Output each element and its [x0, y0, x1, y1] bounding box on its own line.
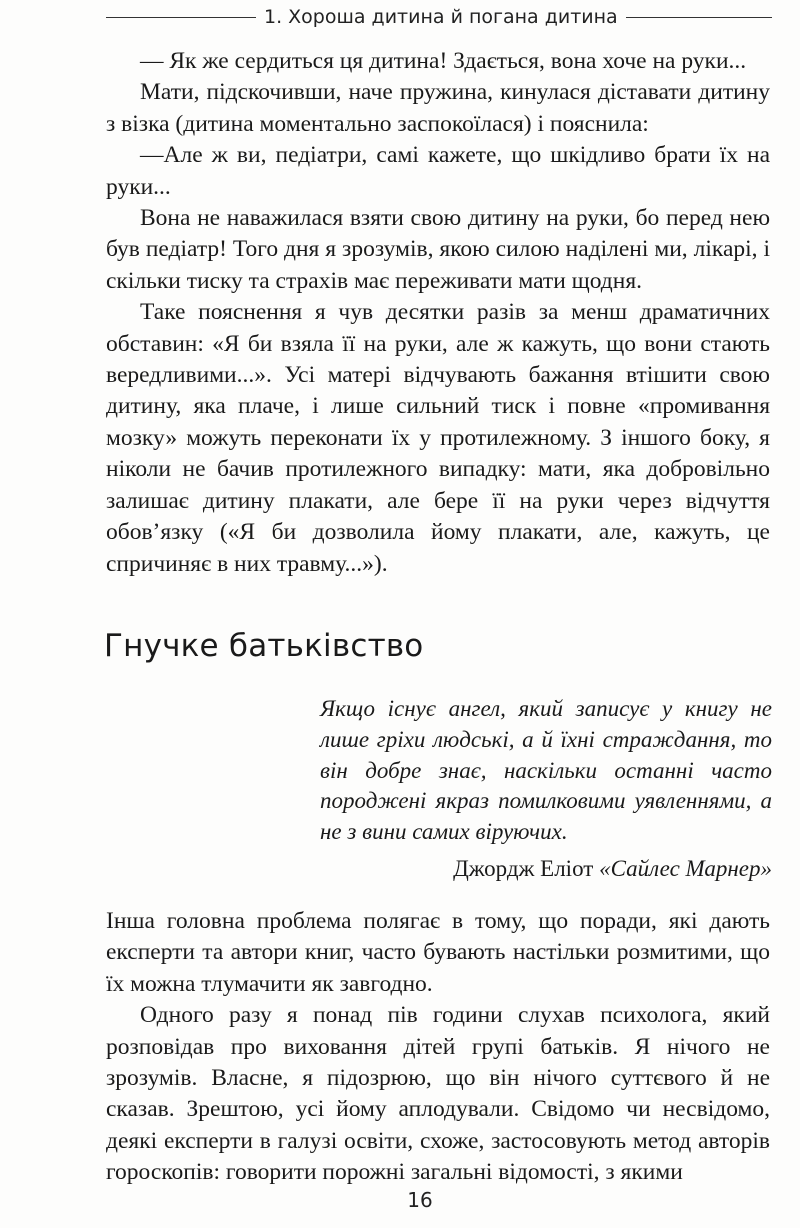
epigraph-attribution — [453, 854, 772, 884]
paragraph: Вона не наважилася взяти свою дитину на руки, бо перед нею був педіатр! Того дня я зрозумів, якою силою наділені ми, лікарі, і скільки тиску та страхів має переживати мати щодня. — [106, 205, 770, 294]
body-text-block-a — [106, 46, 770, 580]
paragraph: —Але ж ви, педіатри, самі кажете, що шкідливо брати їх на руки... — [106, 142, 770, 200]
running-header — [106, 2, 772, 32]
epigraph-work: «Сайлес Марнер» — [599, 856, 772, 881]
paragraph: Одного разу я понад пів години слухав психолога, який розповідав про виховання дітей групі батьків. Я нічого не зрозумів. Власне, я підозрюю, що він нічого суттєвого й не сказав. Зрештою, усі йому аплодували. Свідомо чи несвідомо, деякі експерти в галузі освіти, схоже, застосовують метод авторів гороскопів: говорити порожні загальні відомості, з якими — [106, 1002, 770, 1186]
paragraph: Мати, підскочивши, наче пружина, кинулася діставати дитину з візка (дитина моментально заспокоїлася) і пояснила: — [106, 79, 770, 137]
paragraph: Таке пояснення я чув десятки разів за менш драматичних обставин: «Я би взяла її на руки, але ж кажуть, що вони стають вередливими...». Усі матері відчувають бажання втішити свою дитину, яка плаче, і лише сильний тиск і повне «промивання мозку» можуть переконати їх у протилежному. З іншого боку, я ніколи не бачив протилежного випадку: мати, яка добровільно залишає дитину плакати, але бере її на руки через відчуття обов’язку («Я би дозволила йому плакати, але, кажуть, це спричиняє в них травму...»). — [106, 299, 770, 577]
running-title: 1. Хороша дитина й погана дитина — [264, 6, 618, 28]
body-text-block-b — [106, 906, 770, 1189]
section-title: Гнучке батьківство — [104, 628, 424, 664]
header-rule-right — [626, 17, 772, 18]
paragraph: Інша головна проблема полягає в тому, що поради, які дають експерти та автори книг, часто бувають настільки розмитими, що їх можна тлумачити як завгодно. — [106, 908, 770, 997]
header-rule-left — [106, 17, 256, 18]
page-number: 16 — [407, 1188, 433, 1212]
paragraph: — Як же сердиться ця дитина! Здається, вона хоче на руки... — [140, 48, 747, 74]
epigraph-quote: Якщо існує ангел, який записує у книгу не лише гріхи людські, а й їхні страждання, то він добре знає, наскільки останні часто породжені якраз помилковими уявленнями, а не з вини самих віруючих. — [320, 696, 772, 845]
epigraph-author: Джордж Еліот — [453, 856, 594, 881]
